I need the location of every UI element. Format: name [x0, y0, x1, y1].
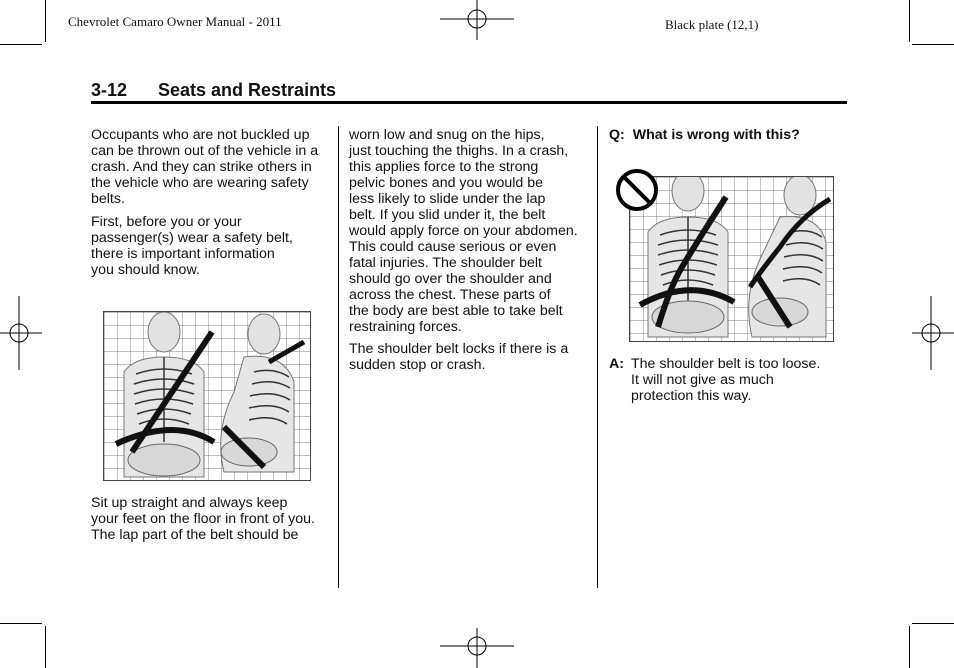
text-line: can be thrown out of the vehicle in a — [91, 143, 319, 159]
text-line: the vehicle who are wearing safety — [91, 175, 309, 191]
loose-belt-illustration — [629, 176, 834, 342]
paragraph-important-info — [91, 214, 293, 278]
text-line: protection this way. — [631, 388, 752, 404]
answer-label: A: — [609, 356, 624, 372]
text-line: Occupants who are not buckled up — [91, 127, 310, 143]
registration-crosshair-icon — [0, 296, 42, 370]
text-line: It will not give as much — [631, 372, 774, 388]
text-line: The shoulder belt is too loose. — [631, 356, 821, 372]
text-line: First, before you or your — [91, 214, 242, 230]
text-line: restraining forces. — [349, 319, 462, 335]
text-line: belts. — [91, 191, 125, 207]
correct-belt-illustration — [103, 311, 311, 481]
text-line: pelvic bones and you would be — [349, 175, 544, 191]
text-line: just touching the thighs. In a crash, — [349, 143, 569, 159]
registration-crosshair-icon — [440, 628, 514, 668]
text-line: Sit up straight and always keep — [91, 495, 288, 511]
text-line: should go over the shoulder and — [349, 271, 552, 287]
header-manual-title: Chevrolet Camaro Owner Manual - 2011 — [68, 14, 282, 29]
paragraph-sit-up-straight — [91, 495, 315, 543]
section-heading — [91, 80, 336, 101]
text-line: your feet on the floor in front of you. — [91, 511, 315, 527]
text-line: passenger(s) wear a safety belt, — [91, 230, 293, 246]
crop-mark — [45, 0, 46, 42]
question-text: What is wrong with this? — [632, 127, 800, 143]
text-line: you should know. — [91, 262, 200, 278]
column-divider — [338, 126, 339, 588]
crop-mark — [45, 626, 46, 668]
text-line: would apply force on your abdomen. — [349, 223, 578, 239]
text-line: the body are best able to take belt — [349, 303, 563, 319]
crop-mark — [912, 44, 954, 45]
belt-diagram-correct — [104, 312, 310, 480]
text-line: The shoulder belt locks if there is a — [349, 341, 569, 357]
crop-mark — [909, 0, 910, 42]
text-line: sudden stop or crash. — [349, 357, 486, 373]
crop-mark — [909, 626, 910, 668]
crop-mark — [912, 623, 954, 624]
crop-mark — [0, 44, 42, 45]
paragraph-lap-belt-position — [349, 127, 578, 335]
belt-diagram-incorrect — [630, 177, 833, 341]
registration-crosshair-icon — [440, 0, 514, 42]
answer — [609, 356, 820, 404]
text-line: there is important information — [91, 246, 275, 262]
text-line: belt. If you slid under it, the belt — [349, 207, 546, 223]
text-line: fatal injuries. The shoulder belt — [349, 255, 542, 271]
no-symbol-icon — [615, 168, 659, 212]
text-line: This could cause serious or even — [349, 239, 557, 255]
text-line: less likely to slide under the lap — [349, 191, 546, 207]
question — [609, 127, 800, 143]
header-plate-info: Black plate (12,1) — [665, 17, 759, 32]
heading-rule — [91, 101, 847, 104]
registration-crosshair-icon — [912, 296, 954, 370]
question-label: Q: — [609, 127, 625, 143]
paragraph-unbuckled-risk — [91, 127, 318, 207]
text-line: worn low and snug on the hips, — [349, 127, 545, 143]
text-line: this applies force to the strong — [349, 159, 539, 175]
text-line: The lap part of the belt should be — [91, 527, 299, 543]
text-line: crash. And they can strike others in — [91, 159, 312, 175]
section-number: 3-12 — [91, 80, 128, 100]
column-divider — [597, 126, 598, 588]
section-title: Seats and Restraints — [158, 80, 337, 100]
paragraph-belt-locks — [349, 341, 568, 373]
crop-mark — [0, 623, 42, 624]
text-line: across the chest. These parts of — [349, 287, 551, 303]
